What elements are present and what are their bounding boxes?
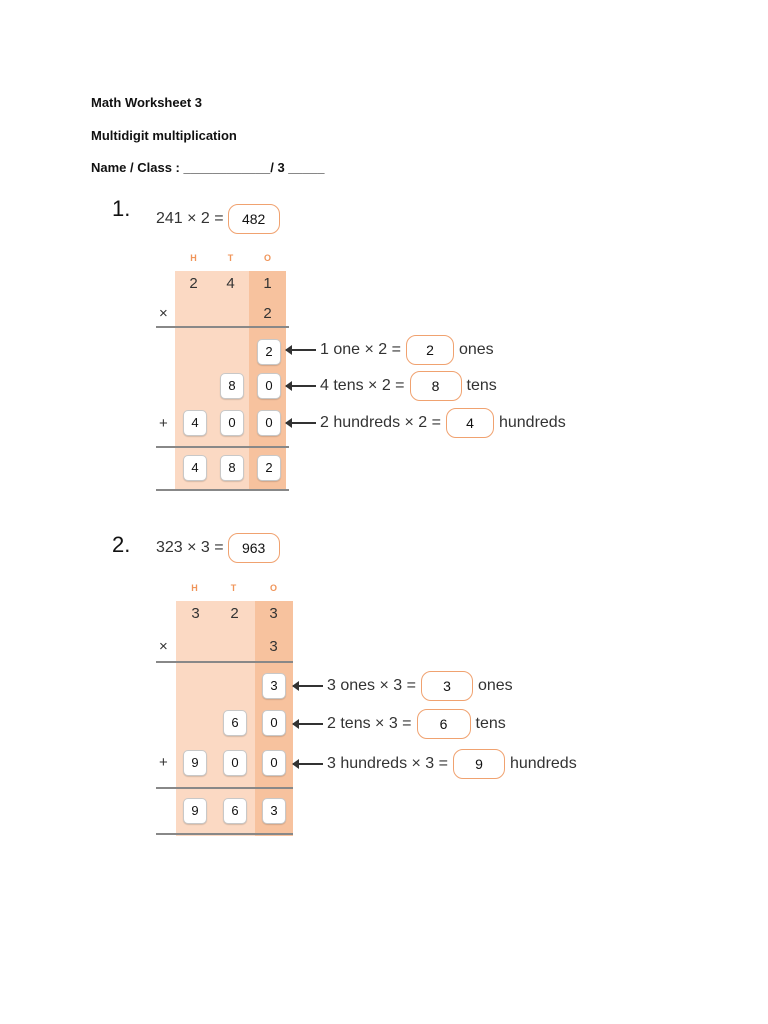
place-value-chart (156, 583, 289, 838)
step-hundreds (293, 749, 577, 779)
top-digit-tens: 2 (230, 605, 239, 622)
result-tens-box: 8 (220, 455, 244, 481)
step-text: 3 ones × 3 = (327, 677, 416, 694)
problem-equation-line (156, 533, 280, 563)
problem-number: 1. (112, 196, 131, 221)
step-text: 3 hundreds × 3 = (327, 755, 448, 772)
arrow-icon (286, 385, 316, 387)
result-hundreds-box: 4 (183, 455, 207, 481)
result-ones-box: 2 (257, 455, 281, 481)
arrow-icon (293, 763, 323, 765)
result-hundreds-box: 9 (183, 798, 207, 824)
top-digit-ones: 3 (269, 605, 278, 622)
step-unit: tens (475, 715, 506, 732)
step-unit: ones (458, 341, 494, 358)
step-tens (293, 709, 506, 739)
step-unit: tens (466, 377, 497, 394)
step-unit: ones (477, 677, 513, 694)
equation-text: 323 × 3 = (156, 539, 224, 556)
divider-line (156, 661, 293, 663)
equation-answer-box: 963 (228, 533, 280, 563)
place-value-chart (156, 253, 289, 493)
step-answer-box: 4 (446, 408, 494, 438)
step-hundreds (286, 408, 566, 438)
column-label-ones: O (269, 583, 277, 593)
column-label-tens: T (230, 583, 237, 593)
problem-equation-line (156, 204, 280, 234)
partial-row2-ones-box: 0 (257, 373, 281, 399)
step-ones (293, 671, 513, 701)
divider-line (156, 326, 289, 328)
partial-row2-tens-box: 8 (220, 373, 244, 399)
name-class-line: Name / Class : ____________/ 3 _____ (91, 160, 325, 175)
top-digit-tens: 4 (226, 275, 235, 292)
divider-line (156, 446, 289, 448)
result-ones-box: 3 (262, 798, 286, 824)
partial-row1-ones-box: 3 (262, 673, 286, 699)
partial-row2-ones-box: 0 (262, 710, 286, 736)
column-label-hundreds: H (190, 253, 197, 263)
top-digit-ones: 1 (263, 275, 272, 292)
partial-row3-ones-box: 0 (257, 410, 281, 436)
partial-row3-hundreds-box: 9 (183, 750, 207, 776)
step-answer-box: 6 (417, 709, 471, 739)
worksheet-subtitle: Multidigit multiplication (91, 128, 237, 143)
bottom-line (156, 489, 289, 491)
step-text: 2 tens × 3 = (327, 715, 412, 732)
step-tens (286, 371, 497, 401)
arrow-icon (293, 723, 323, 725)
arrow-icon (286, 422, 316, 424)
arrow-icon (293, 685, 323, 687)
step-text: 2 hundreds × 2 = (320, 414, 441, 431)
times-sign: × (159, 638, 168, 655)
problem-number: 2. (112, 532, 131, 557)
step-answer-box: 8 (410, 371, 462, 401)
step-unit: hundreds (509, 755, 577, 772)
equation-answer-box: 482 (228, 204, 280, 234)
column-label-tens: T (227, 253, 234, 263)
partial-row3-ones-box: 0 (262, 750, 286, 776)
top-digit-hundreds: 3 (191, 605, 200, 622)
bottom-line (156, 833, 293, 835)
plus-sign: + (159, 415, 168, 432)
partial-row3-tens-box: 0 (220, 410, 244, 436)
column-label-hundreds: H (191, 583, 198, 593)
column-label-ones: O (263, 253, 271, 263)
multiplier-digit: 3 (269, 638, 278, 655)
step-answer-box: 3 (421, 671, 473, 701)
arrow-icon (286, 349, 316, 351)
worksheet-title: Math Worksheet 3 (91, 95, 203, 110)
times-sign: × (159, 305, 168, 322)
result-tens-box: 6 (223, 798, 247, 824)
divider-line (156, 787, 293, 789)
partial-row3-hundreds-box: 4 (183, 410, 207, 436)
step-text: 4 tens × 2 = (320, 377, 405, 394)
step-text: 1 one × 2 = (320, 341, 401, 358)
partial-row2-tens-box: 6 (223, 710, 247, 736)
plus-sign: + (159, 754, 168, 771)
partial-row1-ones-box: 2 (257, 339, 281, 365)
step-ones (286, 335, 494, 365)
partial-row3-tens-box: 0 (223, 750, 247, 776)
top-digit-hundreds: 2 (189, 275, 198, 292)
equation-text: 241 × 2 = (156, 210, 224, 227)
step-unit: hundreds (498, 414, 566, 431)
multiplier-digit: 2 (263, 305, 272, 322)
step-answer-box: 2 (406, 335, 454, 365)
step-answer-box: 9 (453, 749, 505, 779)
